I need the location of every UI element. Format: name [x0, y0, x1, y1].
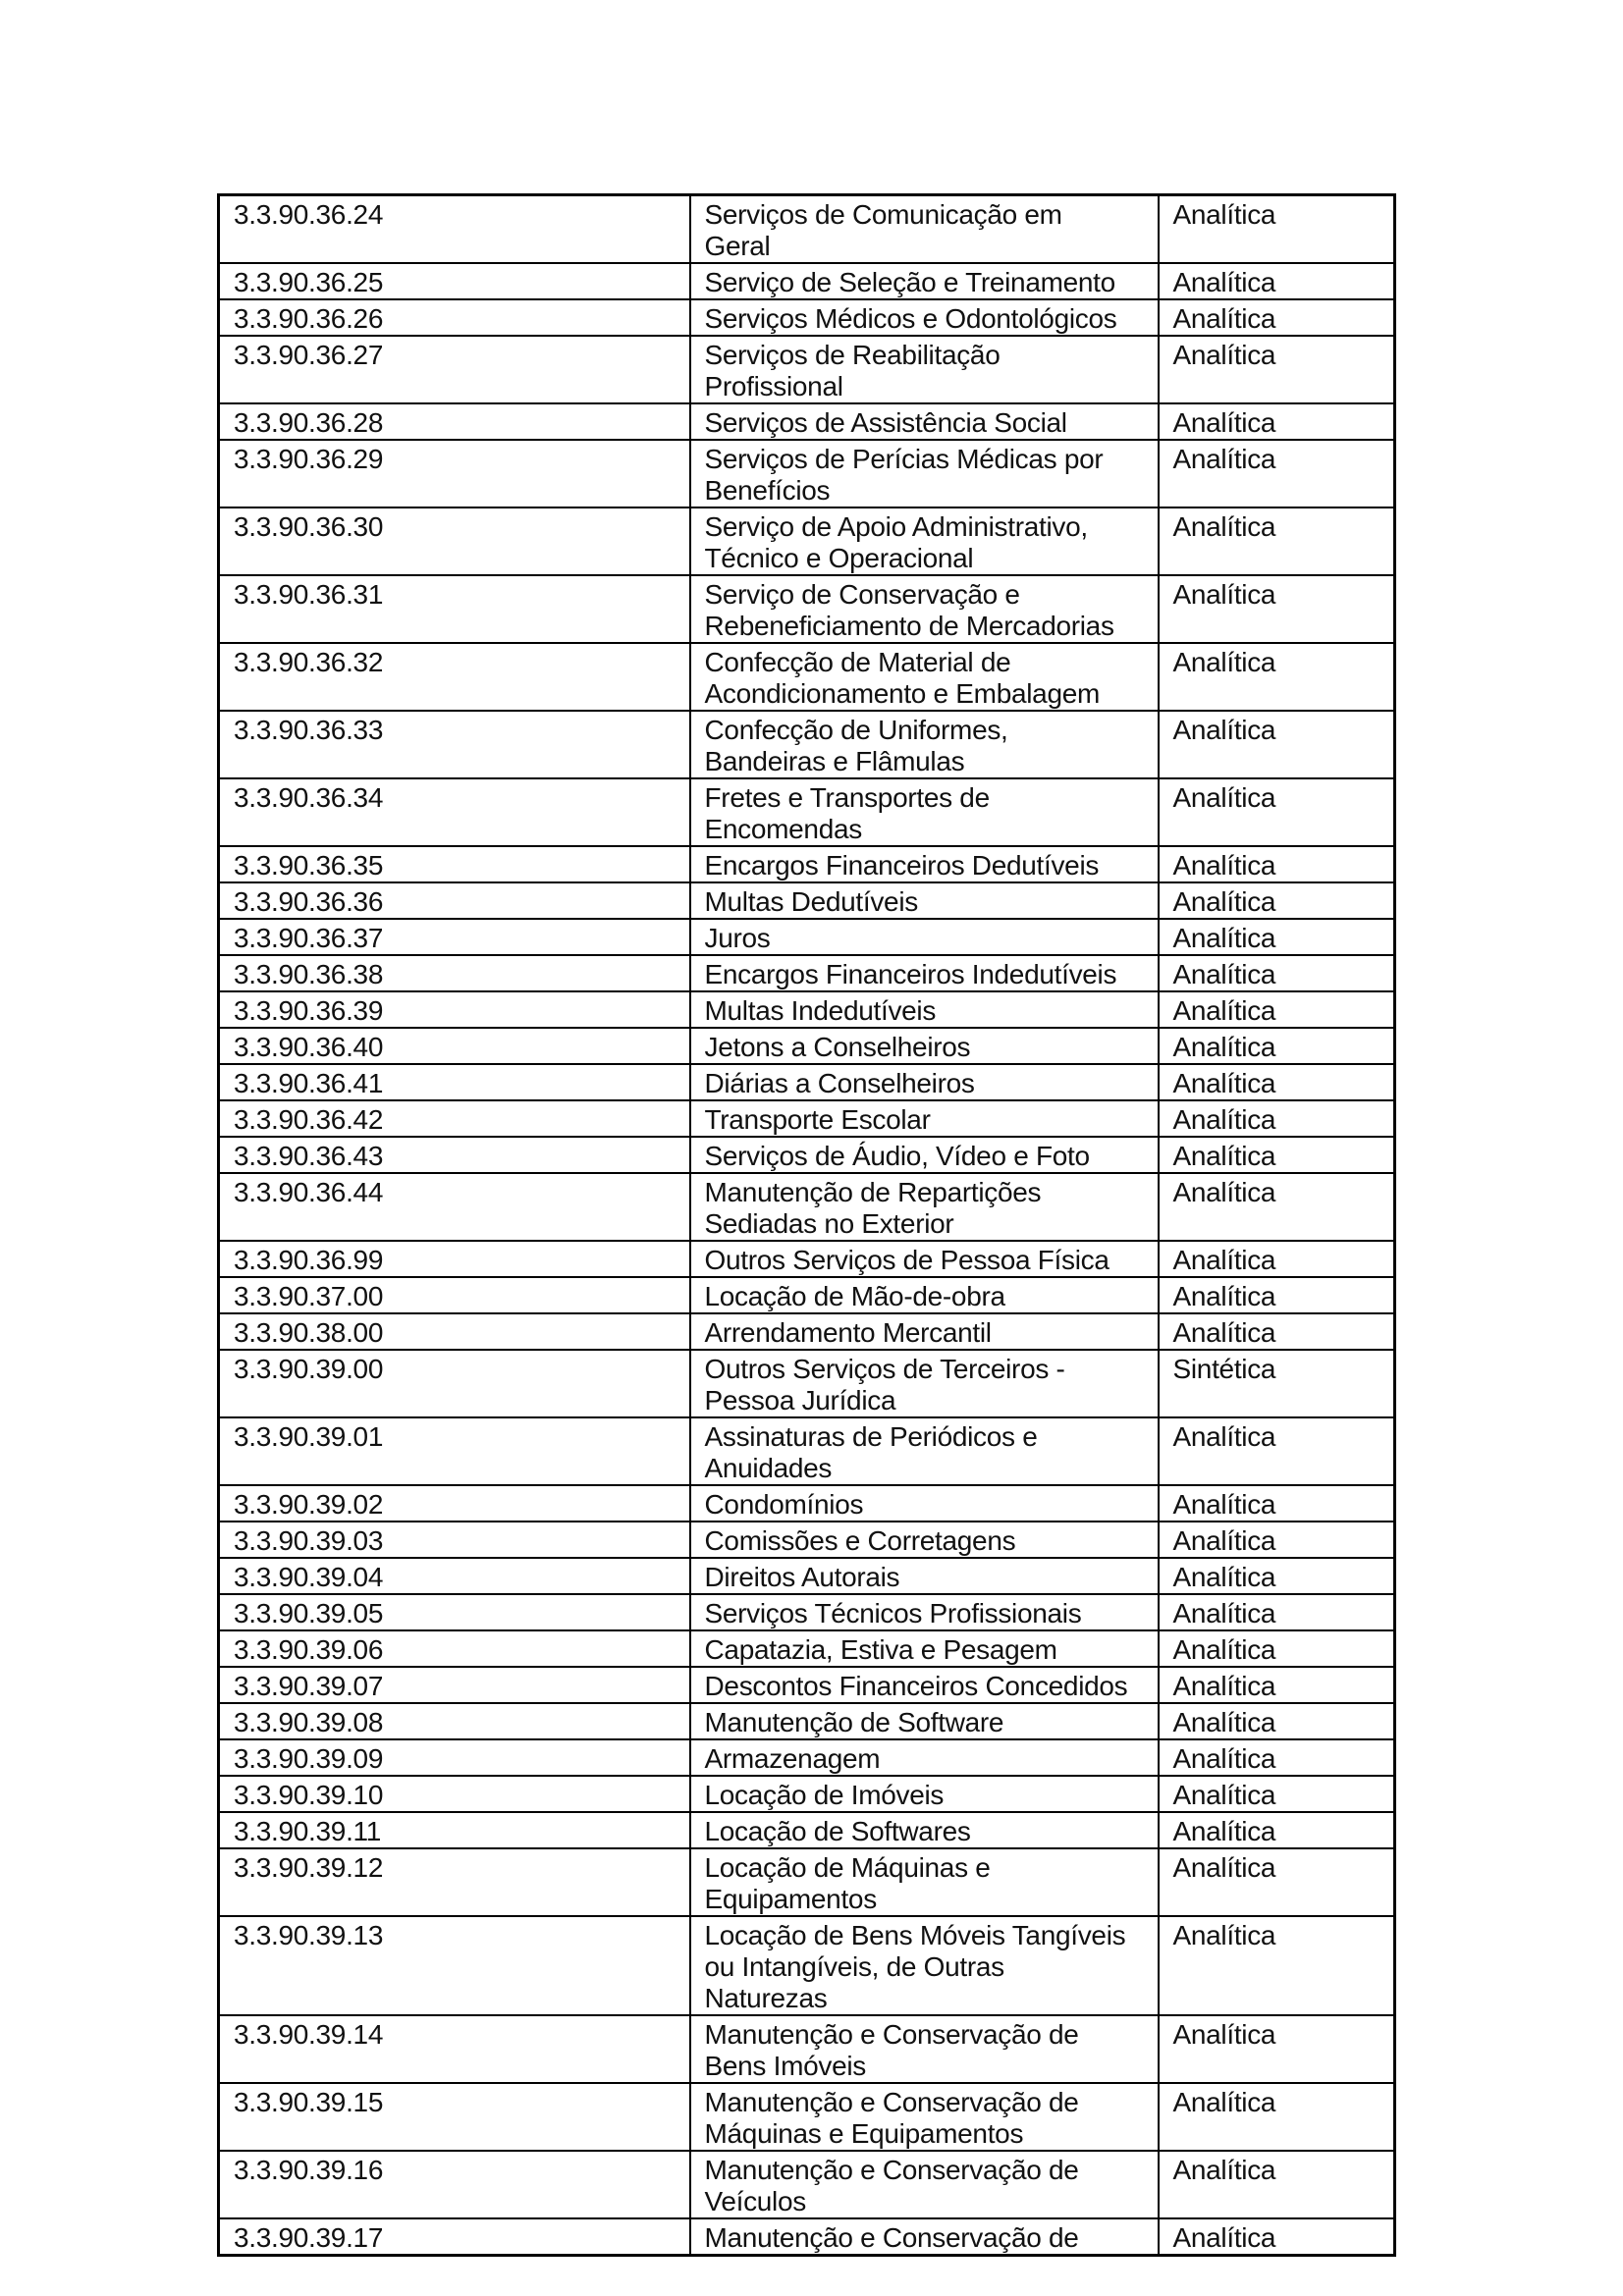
- table-row: [219, 1558, 1395, 1594]
- account-description-cell: Multas Dedutíveis: [690, 882, 1159, 919]
- account-type-cell: Analítica: [1159, 1313, 1395, 1350]
- account-code-cell: 3.3.90.36.24: [219, 195, 690, 264]
- account-description-cell: Confecção de Uniformes, Bandeiras e Flâmulas: [690, 711, 1159, 778]
- account-code-cell: 3.3.90.39.00: [219, 1350, 690, 1417]
- account-code-cell: 3.3.90.36.40: [219, 1028, 690, 1064]
- account-type-cell: Analítica: [1159, 882, 1395, 919]
- account-description-cell: Serviços de Assistência Social: [690, 403, 1159, 440]
- account-type-cell: Analítica: [1159, 299, 1395, 336]
- account-code-cell: 3.3.90.39.13: [219, 1916, 690, 2015]
- table-row: [219, 2151, 1395, 2218]
- account-type-cell: Analítica: [1159, 1522, 1395, 1558]
- table-row: [219, 1812, 1395, 1848]
- table-row: [219, 1916, 1395, 2015]
- account-type-cell: Analítica: [1159, 1064, 1395, 1100]
- account-description-cell: Juros: [690, 919, 1159, 955]
- account-code-cell: 3.3.90.36.26: [219, 299, 690, 336]
- account-type-cell: Analítica: [1159, 1558, 1395, 1594]
- account-type-cell: Analítica: [1159, 1739, 1395, 1776]
- table-row: [219, 1630, 1395, 1667]
- account-code-cell: 3.3.90.39.16: [219, 2151, 690, 2218]
- account-description-cell: Locação de Bens Móveis Tangíveis ou Intangíveis, de Outras Naturezas: [690, 1916, 1159, 2015]
- account-code-cell: 3.3.90.39.14: [219, 2015, 690, 2083]
- account-code-cell: 3.3.90.36.33: [219, 711, 690, 778]
- account-code-cell: 3.3.90.39.17: [219, 2218, 690, 2256]
- account-code-cell: 3.3.90.36.99: [219, 1241, 690, 1277]
- account-description-cell: Armazenagem: [690, 1739, 1159, 1776]
- account-type-cell: Analítica: [1159, 991, 1395, 1028]
- account-type-cell: Analítica: [1159, 778, 1395, 846]
- account-type-cell: Analítica: [1159, 440, 1395, 507]
- table-row: [219, 403, 1395, 440]
- table-row: [219, 1173, 1395, 1241]
- account-description-cell: Capatazia, Estiva e Pesagem: [690, 1630, 1159, 1667]
- account-type-cell: Analítica: [1159, 1703, 1395, 1739]
- account-type-cell: Analítica: [1159, 1776, 1395, 1812]
- account-code-cell: 3.3.90.36.28: [219, 403, 690, 440]
- account-description-cell: Manutenção e Conservação de Veículos: [690, 2151, 1159, 2218]
- account-description-cell: Outros Serviços de Pessoa Física: [690, 1241, 1159, 1277]
- table-row: [219, 263, 1395, 299]
- account-type-cell: Analítica: [1159, 1173, 1395, 1241]
- table-row: [219, 1100, 1395, 1137]
- account-description-cell: Outros Serviços de Terceiros - Pessoa Jurídica: [690, 1350, 1159, 1417]
- account-type-cell: Analítica: [1159, 1137, 1395, 1173]
- account-plan-table-body: [219, 195, 1395, 2256]
- account-code-cell: 3.3.90.36.32: [219, 643, 690, 711]
- account-code-cell: 3.3.90.39.09: [219, 1739, 690, 1776]
- account-description-cell: Serviço de Seleção e Treinamento: [690, 263, 1159, 299]
- table-row: [219, 919, 1395, 955]
- account-description-cell: Comissões e Corretagens: [690, 1522, 1159, 1558]
- account-type-cell: Analítica: [1159, 1812, 1395, 1848]
- table-row: [219, 440, 1395, 507]
- account-description-cell: Locação de Máquinas e Equipamentos: [690, 1848, 1159, 1916]
- account-type-cell: Analítica: [1159, 643, 1395, 711]
- table-row: [219, 1277, 1395, 1313]
- account-description-cell: Manutenção e Conservação de Máquinas e Equipamentos: [690, 2083, 1159, 2151]
- account-description-cell: Diárias a Conselheiros: [690, 1064, 1159, 1100]
- account-code-cell: 3.3.90.36.27: [219, 336, 690, 403]
- table-row: [219, 1703, 1395, 1739]
- account-code-cell: 3.3.90.39.12: [219, 1848, 690, 1916]
- account-description-cell: Serviços Médicos e Odontológicos: [690, 299, 1159, 336]
- account-type-cell: Analítica: [1159, 507, 1395, 575]
- account-type-cell: Analítica: [1159, 1417, 1395, 1485]
- table-row: [219, 336, 1395, 403]
- account-description-cell: Transporte Escolar: [690, 1100, 1159, 1137]
- account-type-cell: Analítica: [1159, 1485, 1395, 1522]
- account-type-cell: Analítica: [1159, 336, 1395, 403]
- account-code-cell: 3.3.90.36.44: [219, 1173, 690, 1241]
- table-row: [219, 1350, 1395, 1417]
- account-code-cell: 3.3.90.38.00: [219, 1313, 690, 1350]
- account-description-cell: Manutenção e Conservação de: [690, 2218, 1159, 2256]
- account-description-cell: Encargos Financeiros Indedutíveis: [690, 955, 1159, 991]
- account-code-cell: 3.3.90.36.43: [219, 1137, 690, 1173]
- account-description-cell: Locação de Mão-de-obra: [690, 1277, 1159, 1313]
- account-code-cell: 3.3.90.39.10: [219, 1776, 690, 1812]
- account-code-cell: 3.3.90.37.00: [219, 1277, 690, 1313]
- account-description-cell: Manutenção de Repartições Sediadas no Exterior: [690, 1173, 1159, 1241]
- account-code-cell: 3.3.90.36.29: [219, 440, 690, 507]
- table-row: [219, 1776, 1395, 1812]
- account-description-cell: Jetons a Conselheiros: [690, 1028, 1159, 1064]
- account-description-cell: Encargos Financeiros Dedutíveis: [690, 846, 1159, 882]
- account-type-cell: Analítica: [1159, 1630, 1395, 1667]
- account-description-cell: Manutenção e Conservação de Bens Imóveis: [690, 2015, 1159, 2083]
- table-row: [219, 1241, 1395, 1277]
- table-row: [219, 299, 1395, 336]
- account-description-cell: Descontos Financeiros Concedidos: [690, 1667, 1159, 1703]
- account-type-cell: Analítica: [1159, 1594, 1395, 1630]
- account-type-cell: Analítica: [1159, 575, 1395, 643]
- account-type-cell: Analítica: [1159, 2015, 1395, 2083]
- table-row: [219, 507, 1395, 575]
- account-description-cell: Serviços Técnicos Profissionais: [690, 1594, 1159, 1630]
- account-description-cell: Serviços de Comunicação em Geral: [690, 195, 1159, 264]
- table-row: [219, 1485, 1395, 1522]
- account-type-cell: Analítica: [1159, 1028, 1395, 1064]
- account-type-cell: Analítica: [1159, 919, 1395, 955]
- account-type-cell: Analítica: [1159, 1241, 1395, 1277]
- account-code-cell: 3.3.90.36.37: [219, 919, 690, 955]
- account-description-cell: Multas Indedutíveis: [690, 991, 1159, 1028]
- table-row: [219, 846, 1395, 882]
- table-row: [219, 1594, 1395, 1630]
- account-description-cell: Direitos Autorais: [690, 1558, 1159, 1594]
- account-type-cell: Analítica: [1159, 1100, 1395, 1137]
- account-code-cell: 3.3.90.39.04: [219, 1558, 690, 1594]
- table-row: [219, 1417, 1395, 1485]
- account-type-cell: Analítica: [1159, 2151, 1395, 2218]
- account-type-cell: Analítica: [1159, 2083, 1395, 2151]
- account-description-cell: Locação de Imóveis: [690, 1776, 1159, 1812]
- account-code-cell: 3.3.90.36.35: [219, 846, 690, 882]
- account-type-cell: Analítica: [1159, 1848, 1395, 1916]
- table-row: [219, 575, 1395, 643]
- account-type-cell: Analítica: [1159, 1667, 1395, 1703]
- account-description-cell: Fretes e Transportes de Encomendas: [690, 778, 1159, 846]
- account-code-cell: 3.3.90.39.06: [219, 1630, 690, 1667]
- account-code-cell: 3.3.90.36.42: [219, 1100, 690, 1137]
- account-code-cell: 3.3.90.39.08: [219, 1703, 690, 1739]
- account-type-cell: Sintética: [1159, 1350, 1395, 1417]
- account-description-cell: Arrendamento Mercantil: [690, 1313, 1159, 1350]
- table-row: [219, 1739, 1395, 1776]
- account-code-cell: 3.3.90.36.36: [219, 882, 690, 919]
- account-description-cell: Assinaturas de Periódicos e Anuidades: [690, 1417, 1159, 1485]
- account-type-cell: Analítica: [1159, 1916, 1395, 2015]
- table-row: [219, 711, 1395, 778]
- table-row: [219, 778, 1395, 846]
- account-type-cell: Analítica: [1159, 195, 1395, 264]
- table-row: [219, 1028, 1395, 1064]
- account-description-cell: Serviços de Perícias Médicas por Benefícios: [690, 440, 1159, 507]
- account-description-cell: Manutenção de Software: [690, 1703, 1159, 1739]
- account-type-cell: Analítica: [1159, 403, 1395, 440]
- table-row: [219, 1313, 1395, 1350]
- account-code-cell: 3.3.90.36.31: [219, 575, 690, 643]
- table-row: [219, 955, 1395, 991]
- table-row: [219, 643, 1395, 711]
- account-code-cell: 3.3.90.36.25: [219, 263, 690, 299]
- account-type-cell: Analítica: [1159, 2218, 1395, 2256]
- account-type-cell: Analítica: [1159, 846, 1395, 882]
- account-code-cell: 3.3.90.39.01: [219, 1417, 690, 1485]
- account-plan-table: [217, 193, 1396, 2257]
- account-description-cell: Locação de Softwares: [690, 1812, 1159, 1848]
- table-row: [219, 1064, 1395, 1100]
- account-code-cell: 3.3.90.36.41: [219, 1064, 690, 1100]
- account-description-cell: Serviço de Apoio Administrativo, Técnico e Operacional: [690, 507, 1159, 575]
- table-row: [219, 2083, 1395, 2151]
- account-code-cell: 3.3.90.36.39: [219, 991, 690, 1028]
- account-code-cell: 3.3.90.39.05: [219, 1594, 690, 1630]
- table-row: [219, 1137, 1395, 1173]
- table-row: [219, 195, 1395, 264]
- table-row: [219, 1667, 1395, 1703]
- account-description-cell: Confecção de Material de Acondicionamento e Embalagem: [690, 643, 1159, 711]
- table-row: [219, 2218, 1395, 2256]
- table-row: [219, 1522, 1395, 1558]
- account-code-cell: 3.3.90.39.11: [219, 1812, 690, 1848]
- table-row: [219, 1848, 1395, 1916]
- table-row: [219, 991, 1395, 1028]
- account-code-cell: 3.3.90.39.15: [219, 2083, 690, 2151]
- account-code-cell: 3.3.90.39.07: [219, 1667, 690, 1703]
- account-description-cell: Serviços de Áudio, Vídeo e Foto: [690, 1137, 1159, 1173]
- table-row: [219, 2015, 1395, 2083]
- account-code-cell: 3.3.90.36.34: [219, 778, 690, 846]
- account-type-cell: Analítica: [1159, 711, 1395, 778]
- account-description-cell: Serviço de Conservação e Rebeneficiamento de Mercadorias: [690, 575, 1159, 643]
- table-row: [219, 882, 1395, 919]
- account-description-cell: Serviços de Reabilitação Profissional: [690, 336, 1159, 403]
- account-code-cell: 3.3.90.36.38: [219, 955, 690, 991]
- account-code-cell: 3.3.90.36.30: [219, 507, 690, 575]
- account-code-cell: 3.3.90.39.02: [219, 1485, 690, 1522]
- account-type-cell: Analítica: [1159, 263, 1395, 299]
- account-type-cell: Analítica: [1159, 1277, 1395, 1313]
- account-code-cell: 3.3.90.39.03: [219, 1522, 690, 1558]
- account-description-cell: Condomínios: [690, 1485, 1159, 1522]
- account-type-cell: Analítica: [1159, 955, 1395, 991]
